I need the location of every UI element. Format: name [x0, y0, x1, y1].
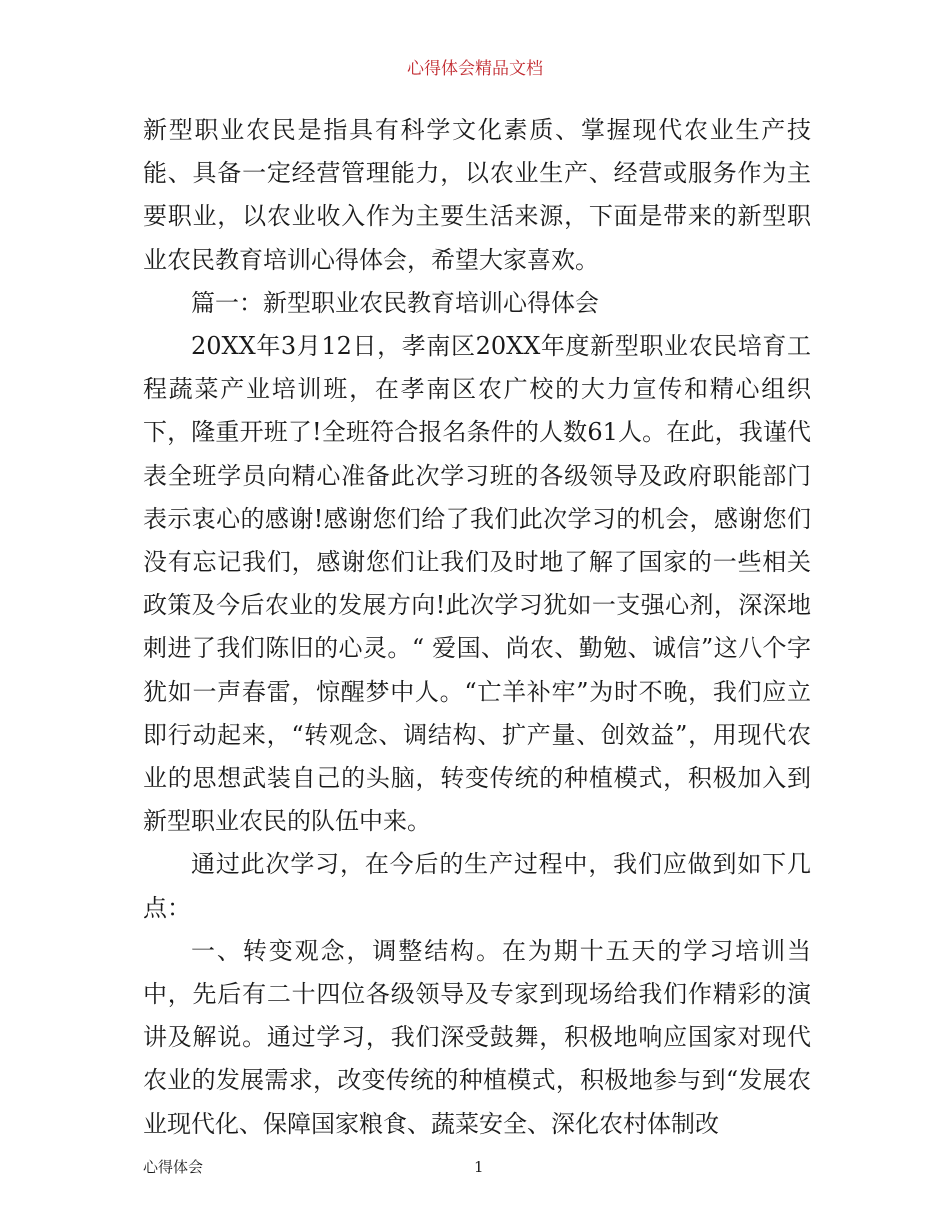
- body-paragraph: 一、转变观念，调整结构。在为期十五天的学习培训当中，先后有二十四位各级领导及专家到现场给我们作精彩的演讲及解说。通过学习，我们深受鼓舞，积极地响应国家对现代农业的发展需求，改变传统的种植模式，积极地参与到“发展农业现代化、保障国家粮食、蔬菜安全、深化农村体制改: [143, 936, 811, 1138]
- body-paragraph: 20XX年3月12日，孝南区20XX年度新型职业农民培育工程蔬菜产业培训班，在孝南区农广校的大力宣传和精心组织下，隆重开班了!全班符合报名条件的人数61人。在此，我谨代表全班学员向精心准备此次学习班的各级领导及政府职能部门表示衷心的感谢!感谢您们给了我们此次学习的机会，感谢您们没有忘记我们，感谢您们让我们及时地了解了国家的一些相关政策及今后农业的发展方向!此次学习犹如一支强心剂，深深地刺进了我们陈旧的心灵。“ 爱国、尚农、勤勉、诚信”这八个字犹如一声春雷，惊醒梦中人。“亡羊补牢”为时不晚，我们应立即行动起来，“转观念、调结构、扩产量、创效益”，用现代农业的思想武装自己的头脑，转变传统的种植模式，积极加入到新型职业农民的队伍中来。: [143, 332, 811, 836]
- document-body: [143, 109, 811, 1146]
- footer-label: 心得体会: [143, 1158, 204, 1176]
- body-paragraph: 通过此次学习，在今后的生产过程中，我们应做到如下几点：: [143, 850, 811, 922]
- page-number: 1: [474, 1158, 484, 1176]
- page-footer: [143, 1157, 811, 1181]
- section-heading: 篇一：新型职业农民教育培训心得体会: [191, 288, 599, 317]
- page-header-title: 心得体会精品文档: [407, 59, 543, 79]
- intro-paragraph: 新型职业农民是指具有科学文化素质、掌握现代农业生产技能、具备一定经营管理能力，以农业生产、经营或服务作为主要职业，以农业收入作为主要生活来源，下面是带来的新型职业农民教育培训心得体会，希望大家喜欢。: [143, 116, 811, 274]
